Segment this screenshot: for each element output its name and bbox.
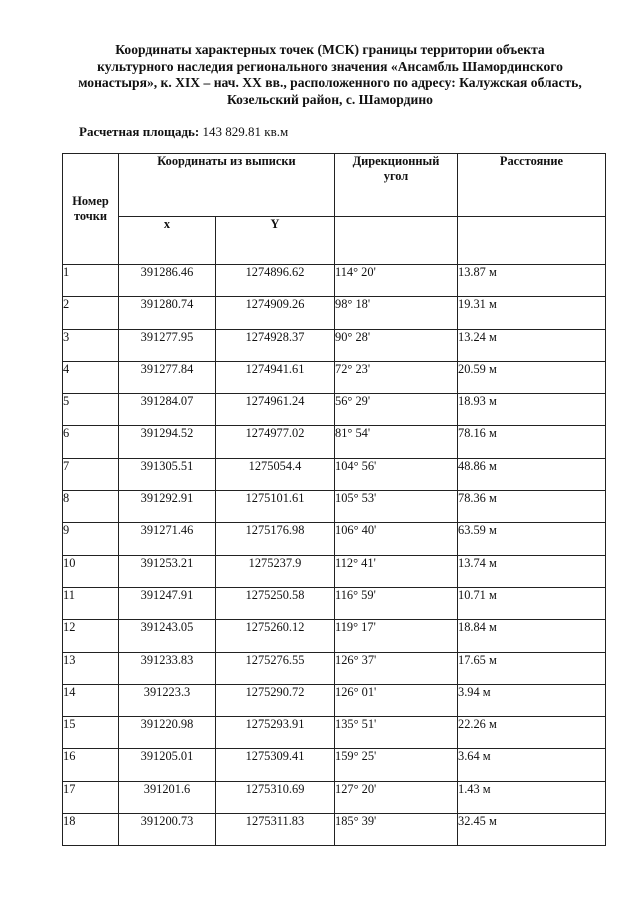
point-number-cell: 17 (63, 781, 119, 813)
y-coordinate-cell: 1274961.24 (216, 394, 335, 426)
direction-angle-cell: 127° 20' (335, 781, 458, 813)
title-line: Козельский район, с. Шамордино (227, 91, 433, 107)
y-coordinate-cell: 1275237.9 (216, 555, 335, 587)
x-coordinate-cell: 391277.84 (119, 361, 216, 393)
table-row (63, 491, 606, 523)
point-number-cell: 5 (63, 394, 119, 426)
y-coordinate-cell: 1275310.69 (216, 781, 335, 813)
x-coordinate-cell: 391284.07 (119, 394, 216, 426)
header-empty-cell (458, 217, 606, 265)
table-row (63, 361, 606, 393)
distance-cell: 48.86 м (458, 458, 606, 490)
table-row (63, 426, 606, 458)
x-coordinate-cell: 391294.52 (119, 426, 216, 458)
table-row (63, 781, 606, 813)
point-number-cell: 7 (63, 458, 119, 490)
table-row (63, 717, 606, 749)
distance-cell: 20.59 м (458, 361, 606, 393)
table-row (63, 587, 606, 619)
distance-cell: 1.43 м (458, 781, 606, 813)
header-distance: Расстояние (458, 154, 606, 217)
document-title (40, 42, 620, 108)
distance-cell: 18.93 м (458, 394, 606, 426)
x-coordinate-cell: 391220.98 (119, 717, 216, 749)
distance-cell: 18.84 м (458, 620, 606, 652)
y-coordinate-cell: 1275276.55 (216, 652, 335, 684)
point-number-cell: 15 (63, 717, 119, 749)
header-y: Y (216, 217, 335, 265)
direction-angle-cell: 56° 29' (335, 394, 458, 426)
table-row (63, 297, 606, 329)
point-number-cell: 9 (63, 523, 119, 555)
table-row (63, 394, 606, 426)
point-number-cell: 18 (63, 814, 119, 846)
y-coordinate-cell: 1275290.72 (216, 684, 335, 716)
header-direction-angle (335, 154, 458, 217)
x-coordinate-cell: 391286.46 (119, 265, 216, 297)
area-label: Расчетная площадь: (79, 124, 200, 139)
y-coordinate-cell: 1275309.41 (216, 749, 335, 781)
point-number-cell: 13 (63, 652, 119, 684)
direction-angle-cell: 119° 17' (335, 620, 458, 652)
direction-angle-cell: 114° 20' (335, 265, 458, 297)
coordinates-table (62, 153, 606, 846)
table-row (63, 555, 606, 587)
x-coordinate-cell: 391305.51 (119, 458, 216, 490)
header-direction-angle-line: Дирекционный (352, 154, 440, 168)
x-coordinate-cell: 391200.73 (119, 814, 216, 846)
table-row (63, 814, 606, 846)
distance-cell: 78.36 м (458, 491, 606, 523)
point-number-cell: 2 (63, 297, 119, 329)
x-coordinate-cell: 391243.05 (119, 620, 216, 652)
header-x: x (119, 217, 216, 265)
y-coordinate-cell: 1275101.61 (216, 491, 335, 523)
table-header-row (63, 154, 606, 217)
y-coordinate-cell: 1275176.98 (216, 523, 335, 555)
header-point-number-line: Номер (72, 194, 109, 208)
distance-cell: 3.64 м (458, 749, 606, 781)
x-coordinate-cell: 391233.83 (119, 652, 216, 684)
area-value: 143 829.81 кв.м (202, 124, 289, 139)
y-coordinate-cell: 1274896.62 (216, 265, 335, 297)
y-coordinate-cell: 1274928.37 (216, 329, 335, 361)
title-line: культурного наследия регионального значения «Ансамбль Шамординского (97, 58, 563, 74)
direction-angle-cell: 112° 41' (335, 555, 458, 587)
direction-angle-cell: 90° 28' (335, 329, 458, 361)
distance-cell: 3.94 м (458, 684, 606, 716)
y-coordinate-cell: 1274941.61 (216, 361, 335, 393)
x-coordinate-cell: 391247.91 (119, 587, 216, 619)
distance-cell: 19.31 м (458, 297, 606, 329)
y-coordinate-cell: 1275054.4 (216, 458, 335, 490)
table-row (63, 749, 606, 781)
x-coordinate-cell: 391253.21 (119, 555, 216, 587)
direction-angle-cell: 106° 40' (335, 523, 458, 555)
distance-cell: 13.74 м (458, 555, 606, 587)
direction-angle-cell: 104° 56' (335, 458, 458, 490)
y-coordinate-cell: 1275260.12 (216, 620, 335, 652)
title-line: Координаты характерных точек (МСК) границы территории объекта (115, 42, 545, 57)
direction-angle-cell: 81° 54' (335, 426, 458, 458)
point-number-cell: 1 (63, 265, 119, 297)
table-row (63, 523, 606, 555)
header-point-number (63, 154, 119, 265)
header-point-number-line: точки (73, 209, 108, 223)
point-number-cell: 16 (63, 749, 119, 781)
direction-angle-cell: 135° 51' (335, 717, 458, 749)
table-row (63, 684, 606, 716)
distance-cell: 63.59 м (458, 523, 606, 555)
header-coordinates: Координаты из выписки (119, 154, 335, 217)
point-number-cell: 10 (63, 555, 119, 587)
table-row (63, 329, 606, 361)
distance-cell: 32.45 м (458, 814, 606, 846)
y-coordinate-cell: 1275250.58 (216, 587, 335, 619)
y-coordinate-cell: 1275311.83 (216, 814, 335, 846)
title-line: монастыря», к. XIX – нач. XX вв., расположенного по адресу: Калужская область, (78, 75, 582, 90)
distance-cell: 17.65 м (458, 652, 606, 684)
point-number-cell: 6 (63, 426, 119, 458)
x-coordinate-cell: 391280.74 (119, 297, 216, 329)
table-row (63, 620, 606, 652)
direction-angle-cell: 185° 39' (335, 814, 458, 846)
x-coordinate-cell: 391277.95 (119, 329, 216, 361)
distance-cell: 22.26 м (458, 717, 606, 749)
y-coordinate-cell: 1274977.02 (216, 426, 335, 458)
distance-cell: 13.87 м (458, 265, 606, 297)
table-row (63, 458, 606, 490)
x-coordinate-cell: 391201.6 (119, 781, 216, 813)
direction-angle-cell: 159° 25' (335, 749, 458, 781)
x-coordinate-cell: 391223.3 (119, 684, 216, 716)
distance-cell: 10.71 м (458, 587, 606, 619)
x-coordinate-cell: 391292.91 (119, 491, 216, 523)
table-subheader-row (63, 217, 606, 265)
point-number-cell: 14 (63, 684, 119, 716)
y-coordinate-cell: 1274909.26 (216, 297, 335, 329)
table-row (63, 652, 606, 684)
direction-angle-cell: 72° 23' (335, 361, 458, 393)
direction-angle-cell: 126° 01' (335, 684, 458, 716)
distance-cell: 78.16 м (458, 426, 606, 458)
direction-angle-cell: 116° 59' (335, 587, 458, 619)
direction-angle-cell: 126° 37' (335, 652, 458, 684)
calculated-area (79, 124, 288, 140)
point-number-cell: 12 (63, 620, 119, 652)
header-direction-angle-line: угол (383, 169, 409, 183)
y-coordinate-cell: 1275293.91 (216, 717, 335, 749)
x-coordinate-cell: 391271.46 (119, 523, 216, 555)
direction-angle-cell: 105° 53' (335, 491, 458, 523)
header-empty-cell (335, 217, 458, 265)
point-number-cell: 3 (63, 329, 119, 361)
table-row (63, 265, 606, 297)
point-number-cell: 4 (63, 361, 119, 393)
point-number-cell: 11 (63, 587, 119, 619)
distance-cell: 13.24 м (458, 329, 606, 361)
direction-angle-cell: 98° 18' (335, 297, 458, 329)
point-number-cell: 8 (63, 491, 119, 523)
x-coordinate-cell: 391205.01 (119, 749, 216, 781)
